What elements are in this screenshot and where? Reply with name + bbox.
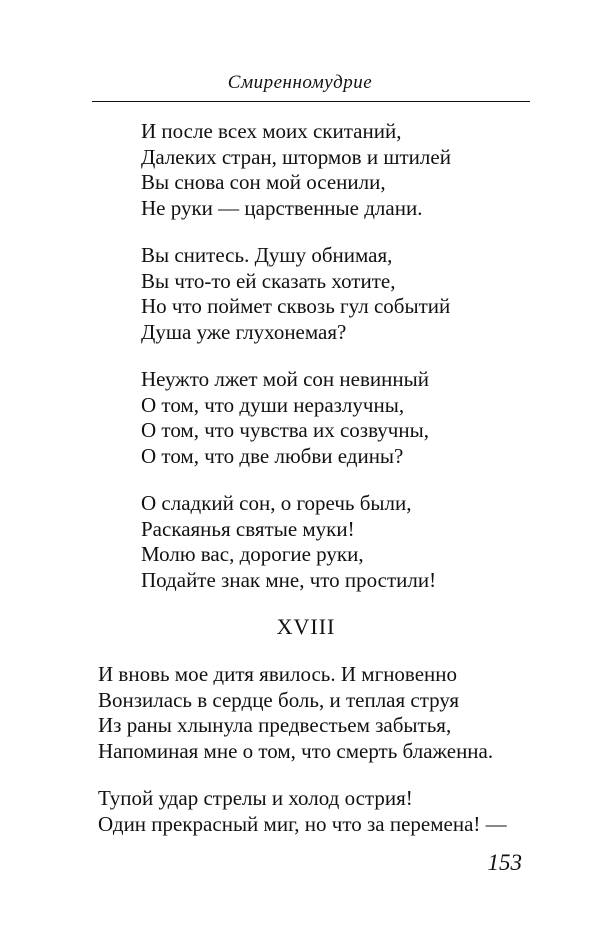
verse-line: Напоминая мне о том, что смерть блаженна. [98, 738, 494, 763]
verse-line: И вновь мое дитя явилось. И мгновенно [98, 662, 458, 686]
verse-line: Не руки — царственные длани. [141, 195, 423, 220]
stanza-3 [141, 367, 541, 469]
verse-line: О том, что чувства их созвучны, [141, 418, 429, 442]
stanza-2 [141, 243, 541, 345]
verse-line: О том, что души неразлучны, [141, 392, 405, 417]
header-rule [92, 101, 530, 102]
verse-line: Неужто лжет мой сон невинный [141, 367, 429, 391]
section-number: XVIII [276, 614, 336, 639]
verse-line: Раскаянья святые муки! [141, 516, 355, 541]
poem-bottom [98, 662, 538, 859]
running-title: Смиренномудрие [227, 72, 373, 93]
stanza-1 [141, 119, 541, 221]
verse-line: Душа уже глухонемая? [141, 319, 347, 344]
stanza-4 [141, 491, 541, 593]
verse-line: Из раны хлынула предвестьем забытья, [98, 713, 452, 737]
stanza-5 [98, 662, 538, 764]
verse-line: Тупой удар стрелы и холод острия! [98, 786, 413, 810]
verse-line: О сладкий сон, о горечь были, [141, 491, 412, 515]
verse-line: Один прекрасный миг, но что за перемена! — [98, 811, 507, 836]
verse-line: Вы снитесь. Душу обнимая, [141, 243, 393, 267]
verse-line: Но что поймет сквозь гул событий [141, 294, 451, 318]
verse-line: И после всех моих скитаний, [141, 119, 402, 143]
verse-line: О том, что две любви едины? [141, 443, 404, 468]
verse-line: Вы что-то ей сказать хотите, [141, 268, 396, 293]
verse-line: Далеких стран, штормов и штилей [141, 144, 451, 169]
page-number: 153 [487, 850, 522, 875]
stanza-6 [98, 786, 538, 837]
verse-line: Вонзилась в сердце боль, и теплая струя [98, 687, 460, 712]
verse-line: Вы снова сон мой осенили, [141, 170, 386, 194]
verse-line: Подайте знак мне, что простили! [141, 567, 437, 592]
verse-line: Молю вас, дорогие руки, [141, 542, 364, 566]
poem-top [141, 119, 541, 615]
